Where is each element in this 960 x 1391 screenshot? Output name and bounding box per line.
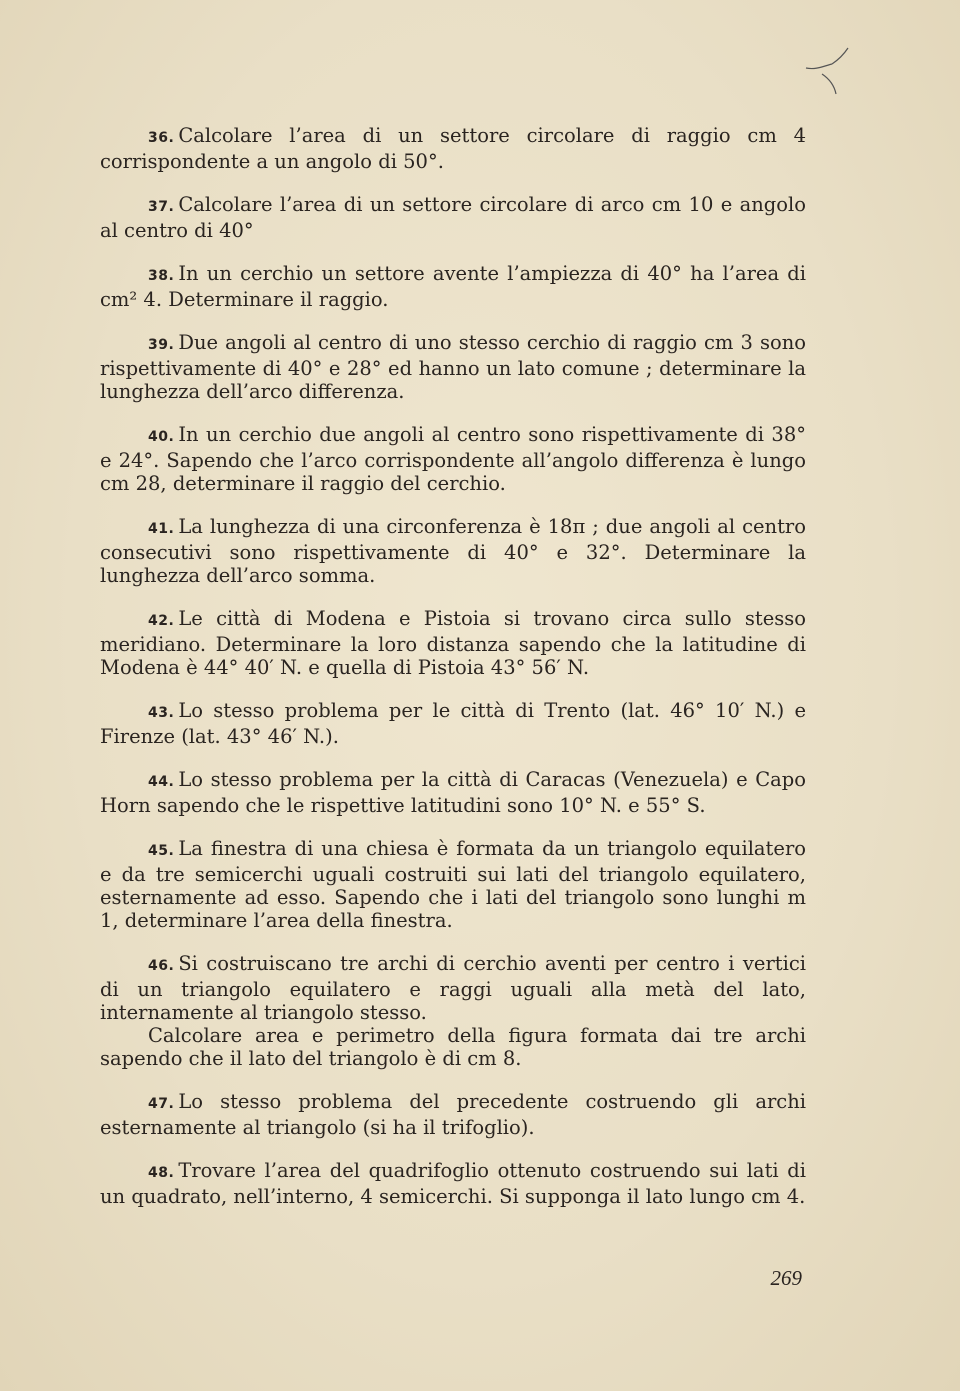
- exercise-text: Calcolare l’area di un settore circolare di raggio cm 4 corrispondente a un angolo di 50°.: [100, 124, 806, 173]
- exercise-number: 48.: [148, 1165, 175, 1181]
- exercise-text: La lunghezza di una circonferenza è 18π ; due angoli al centro consecutivi sono rispettivamente di 40° e 32°. Determinare la lunghezza dell’arco somma.: [100, 515, 806, 587]
- exercise-text: In un cerchio un settore avente l’ampiezza di 40° ha l’area di cm² 4. Determinare il raggio.: [100, 262, 806, 311]
- exercise-45: [100, 837, 806, 932]
- exercise-list: [100, 124, 806, 1228]
- exercise-text: Calcolare area e perimetro della figura formata dai tre archi sapendo che il lato del triangolo è di cm 8.: [100, 1024, 806, 1070]
- exercise-text: Le città di Modena e Pistoia si trovano circa sullo stesso meridiano. Determinare la loro distanza sapendo che la latitudine di Modena è 44° 40′ N. e quella di Pistoia 43° 56′ N.: [100, 607, 806, 679]
- exercise-37: [100, 193, 806, 242]
- exercise-text: Due angoli al centro di uno stesso cerchio di raggio cm 3 sono rispettivamente di 40° e 28° ed hanno un lato comune ; determinare la lunghezza dell’arco differenza.: [100, 331, 806, 403]
- exercise-43: [100, 699, 806, 748]
- exercise-text: In un cerchio due angoli al centro sono rispettivamente di 38° e 24°. Sapendo che l’arco corrispondente all’angolo differenza è lungo cm 28, determinare il raggio del cerchio.: [100, 423, 806, 495]
- exercise-40: [100, 423, 806, 495]
- exercise-text: Lo stesso problema per le città di Trento (lat. 46° 10′ N.) e Firenze (lat. 43° 46′ N.).: [100, 699, 806, 748]
- exercise-text: Lo stesso problema per la città di Caracas (Venezuela) e Capo Horn sapendo che le rispettive latitudini sono 10° N. e 55° S.: [100, 768, 806, 817]
- exercise-text: Calcolare l’area di un settore circolare di arco cm 10 e angolo al centro di 40°: [100, 193, 806, 242]
- exercise-39: [100, 331, 806, 403]
- exercise-number: 36.: [148, 130, 175, 146]
- exercise-38: [100, 262, 806, 311]
- exercise-number: 42.: [148, 613, 175, 629]
- exercise-number: 46.: [148, 958, 175, 974]
- exercise-number: 45.: [148, 843, 175, 859]
- exercise-number: 43.: [148, 705, 175, 721]
- exercise-text: Trovare l’area del quadrifoglio ottenuto costruendo sui lati di un quadrato, nell’interno, 4 semicerchi. Si supponga il lato lungo cm 4.: [100, 1159, 806, 1208]
- exercise-42: [100, 607, 806, 679]
- exercise-number: 47.: [148, 1096, 175, 1112]
- exercise-number: 41.: [148, 521, 175, 537]
- exercise-47: [100, 1090, 806, 1139]
- exercise-48: [100, 1159, 806, 1208]
- exercise-36: [100, 124, 806, 173]
- exercise-number: 38.: [148, 268, 175, 284]
- exercise-46: [100, 952, 806, 1070]
- exercise-text: Si costruiscano tre archi di cerchio aventi per centro i vertici di un triangolo equilatero e raggi uguali alla metà del lato, internamente al triangolo stesso.: [100, 952, 806, 1024]
- exercise-number: 37.: [148, 199, 175, 215]
- exercise-41: [100, 515, 806, 587]
- exercise-number: 44.: [148, 774, 175, 790]
- exercise-text: La finestra di una chiesa è formata da un triangolo equilatero e da tre semicerchi uguali costruiti sui lati del triangolo equilatero, esternamente ad esso. Sapendo che i lati del triangolo sono lunghi m 1, determinare l’area della finestra.: [100, 837, 806, 932]
- exercise-44: [100, 768, 806, 817]
- pencil-mark-icon: [802, 40, 852, 100]
- page-number: 269: [770, 1266, 802, 1290]
- exercise-text: Lo stesso problema del precedente costruendo gli archi esternamente al triangolo (si ha il trifoglio).: [100, 1090, 806, 1139]
- exercise-number: 39.: [148, 337, 175, 353]
- exercise-number: 40.: [148, 429, 175, 445]
